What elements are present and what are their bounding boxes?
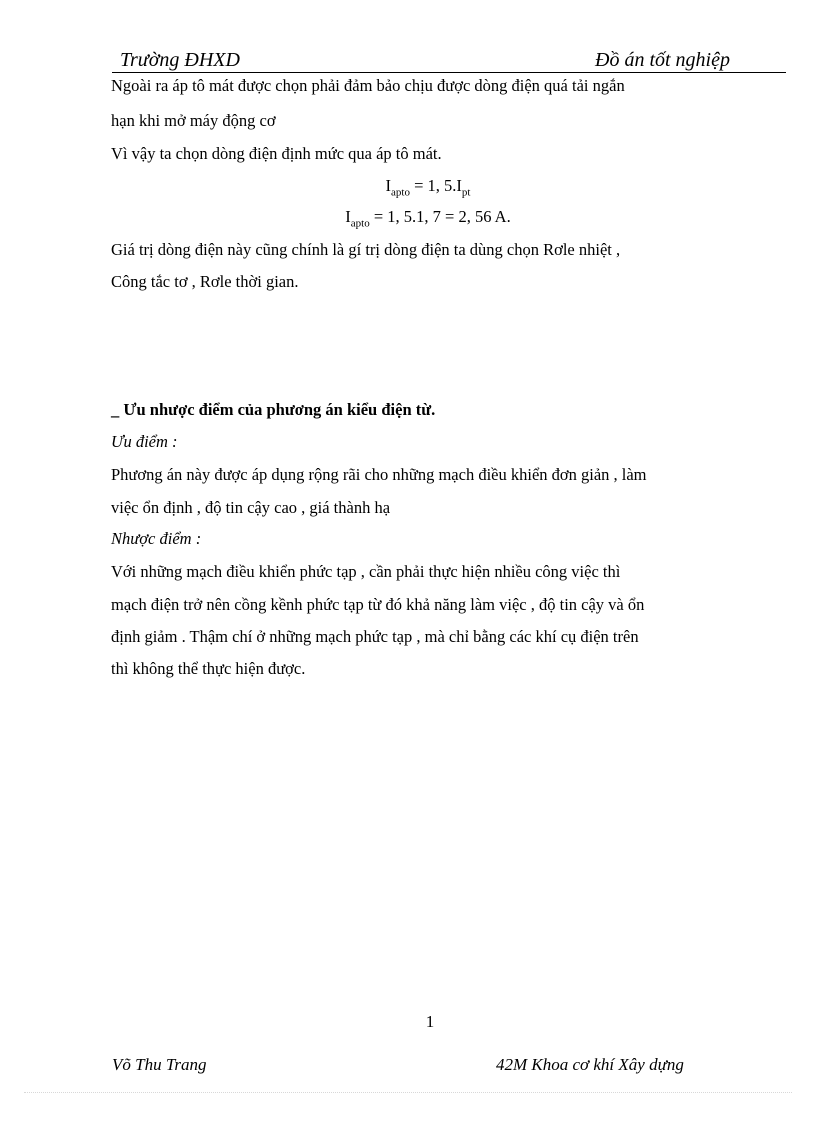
disadvantages-line-1: Với những mạch điều khiển phức tạp , cần phải thực hiện nhiều công việc thì	[111, 562, 621, 581]
page-bottom-edge	[24, 1092, 792, 1093]
paragraph-3-line-1: Giá trị dòng điện này cũng chính là gí trị dòng điện ta dùng chọn Rơle nhiệt ,	[111, 240, 621, 259]
advantages-line-2: việc ổn định , độ tin cậy cao , giá thành hạ	[111, 498, 391, 517]
header-school: Trường ĐHXD	[120, 49, 240, 71]
disadvantages-line-4: thì không thể thực hiện được.	[111, 659, 306, 678]
page-number: 1	[425, 1012, 435, 1031]
paragraph-3-line-2: Công tắc tơ , Rơle thời gian.	[111, 272, 299, 291]
footer-author: Võ Thu Trang	[112, 1055, 207, 1074]
section-heading: _ Ưu nhược điểm của phương án kiểu điện từ.	[111, 400, 436, 419]
paragraph-2-line-1: Vì vậy ta chọn dòng điện định mức qua áp tô mát.	[111, 144, 442, 163]
paragraph-1-line-1: Ngoài ra áp tô mát được chọn phải đảm bảo chịu được dòng điện quá tải ngắn	[111, 76, 625, 95]
paragraph-1-line-2: hạn khi mở máy động cơ	[111, 111, 276, 130]
header-document-type: Đồ án tốt nghiệp	[595, 49, 730, 71]
advantages-label: Ưu điểm :	[111, 432, 178, 451]
disadvantages-label: Nhược điểm :	[111, 529, 202, 548]
formula-apto-computed-value: $I_{apto} = 1$, 5.1, 7 = 2, 56 A.	[345, 207, 511, 230]
advantages-line-1: Phương án này được áp dụng rộng rãi cho những mạch điều khiển đơn giản , làm	[111, 465, 647, 484]
formula-apto-rated-current: $I_{apto} = 1$, $5.I_{pt}$	[385, 176, 471, 199]
page-header	[112, 48, 786, 73]
footer-class-faculty: 42M Khoa cơ khí Xây dựng	[496, 1055, 684, 1074]
disadvantages-line-2: mạch điện trở nên cồng kềnh phức tạp từ đó khả năng làm việc , độ tin cậy và ổn	[111, 595, 645, 614]
disadvantages-line-3: định giảm . Thậm chí ở những mạch phức tạp , mà chỉ bằng các khí cụ điện trên	[111, 627, 639, 646]
